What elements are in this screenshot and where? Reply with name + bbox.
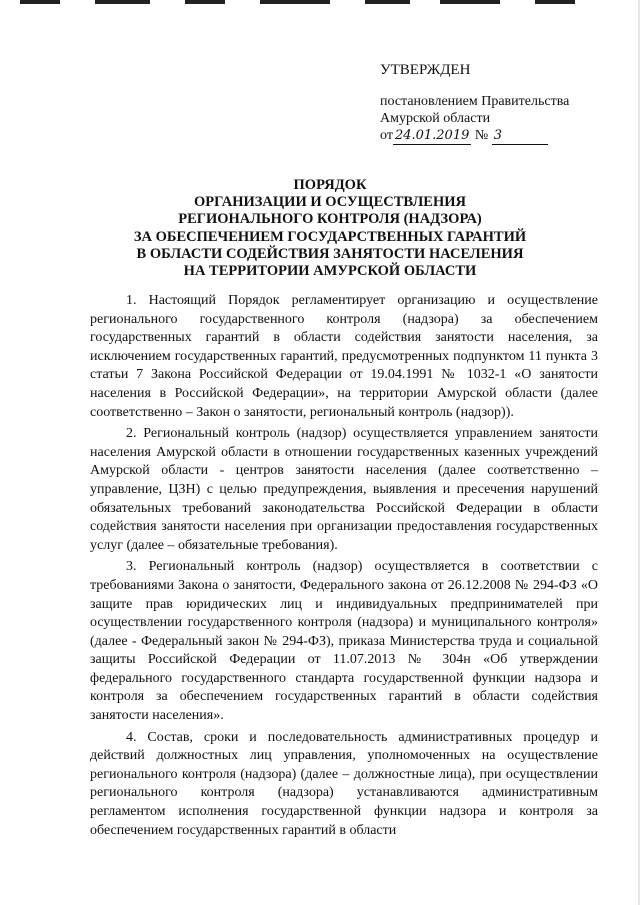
- title-line: ЗА ОБЕСПЕЧЕНИЕМ ГОСУДАРСТВЕННЫХ ГАРАНТИЙ: [133, 228, 527, 245]
- number-prefix: №: [474, 128, 489, 143]
- document-body: [90, 292, 598, 843]
- approval-line-2: Амурской области: [380, 111, 491, 126]
- approval-heading: УТВЕРЖДЕН: [380, 62, 471, 78]
- title-line: ОРГАНИЗАЦИИ И ОСУЩЕСТВЛЕНИЯ: [193, 194, 467, 211]
- paragraph-3: 3. Региональный контроль (надзор) осуществляется в соответствии с требованиями Закона о занятости, Федерального закона от 26.12.2008 № 294-ФЗ «О защите прав юридических лиц и индивидуальных предпринимателей при осуществлении государственного контроля (надзора) и муниципального контроля» (далее - Федеральный закон № 294-ФЗ), приказа Министерства труда и социальной защиты Российской Федерации от 11.07.2013 № 304н «Об утверждении федерального государственного стандарта государственной функции надзора и контроля за обеспечением государственных гарантий в области содействия занятости населения».: [90, 559, 598, 724]
- title-line: В ОБЛАСТИ СОДЕЙСТВИЯ ЗАНЯТОСТИ НАСЕЛЕНИЯ: [136, 245, 524, 262]
- paragraph-4: 4. Состав, сроки и последовательность административных процедур и действий должностных лиц управления, уполномоченных на осуществление регионального контроля (надзора) (далее – должностные лица), при осуществлении регионального контроля (надзора) устанавливаются административным регламентом исполнения государственной функции надзора и контроля за обеспечением государственных гарантий в области: [90, 729, 598, 838]
- approval-line-1: постановлением Правительства: [380, 94, 570, 109]
- approval-date-number-line: [380, 127, 620, 145]
- paragraph-1: 1. Настоящий Порядок регламентирует организацию и осуществление регионального государственного контроля (надзора) за обеспечением государственных гарантий в области содействия занятости населения, за исключением государственных гарантий, предусмотренных подпунктом 11 пункта 3 статьи 7 Закона Российской Федерации от 19.04.1991 № 1032-1 «О занятости населения в Российской Федерации», на территории Амурской области (далее соответственно – Закон о занятости, региональный контроль (надзор)).: [90, 293, 598, 420]
- handwritten-date: 24.01.2019: [394, 128, 470, 143]
- date-prefix: от: [380, 128, 393, 143]
- title-line: ПОРЯДОК: [293, 177, 367, 193]
- scan-top-edge-marks: [0, 0, 640, 6]
- handwritten-number: 3: [492, 127, 548, 145]
- document-title: [70, 177, 590, 280]
- title-line: РЕГИОНАЛЬНОГО КОНТРОЛЯ (НАДЗОРА): [178, 211, 482, 228]
- approval-block: [380, 62, 620, 145]
- title-line: НА ТЕРРИТОРИИ АМУРСКОЙ ОБЛАСТИ: [183, 263, 477, 280]
- paragraph-2: 2. Региональный контроль (надзор) осуществляется управлением занятости населения Амурской области в отношении государственных казенных учреждений Амурской области - центров занятости населения (далее соответственно – управление, ЦЗН) с целью предупреждения, выявления и пресечения нарушений обязательных требований законодательства Российской Федерации в области содействия занятости населения при организации предоставления государственных услуг (далее – обязательные требования).: [90, 426, 598, 553]
